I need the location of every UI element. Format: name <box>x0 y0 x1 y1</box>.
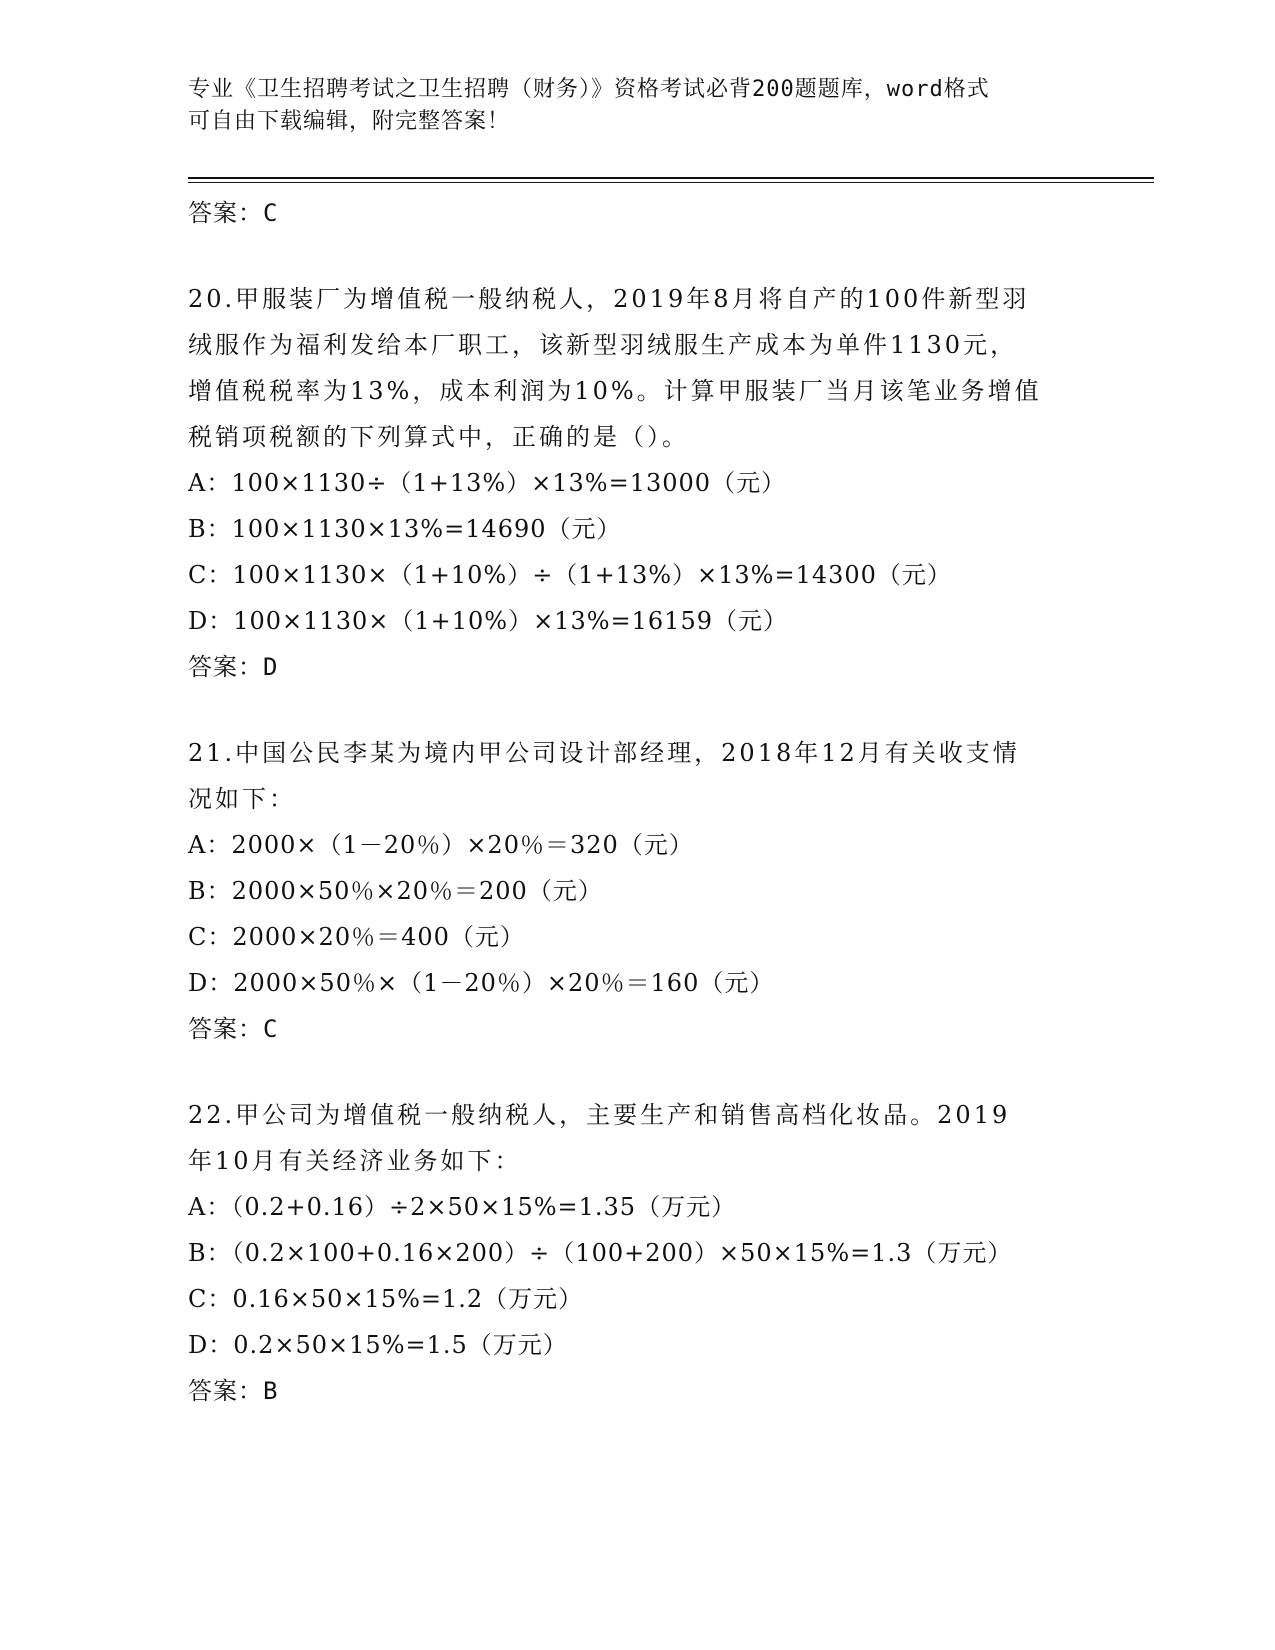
answer-line-previous: 答案：C <box>188 199 279 227</box>
header-line-1: 专业《卫生招聘考试之卫生招聘（财务）》资格考试必背200题题库，word格式 <box>188 77 990 102</box>
question-text-line: 税销项税额的下列算式中，正确的是（）。 <box>188 423 689 451</box>
question-20 <box>188 276 1088 690</box>
header-line-2: 可自由下载编辑，附完整答案！ <box>188 109 511 134</box>
question-text-line: 20.甲服装厂为增值税一般纳税人，2019年8月将自产的100件新型羽 <box>188 285 1030 313</box>
option-d: D：100×1130×（1+10%）×13%=16159（元） <box>188 607 788 635</box>
document-body <box>188 190 1088 1414</box>
question-text-line: 21.中国公民李某为境内甲公司设计部经理，2018年12月有关收支情 <box>188 739 1020 767</box>
option-a: A：2000×（1－20％）×20％＝320（元） <box>188 831 694 859</box>
option-a: A：100×1130÷（1+13%）×13%=13000（元） <box>188 469 787 497</box>
option-c: C：0.16×50×15%=1.2（万元） <box>188 1285 584 1313</box>
option-b: B：2000×50％×20％＝200（元） <box>188 877 603 905</box>
answer-line: 答案：C <box>188 1015 279 1043</box>
option-d: D：0.2×50×15%=1.5（万元） <box>188 1331 568 1359</box>
option-c: C：2000×20％＝400（元） <box>188 923 525 951</box>
question-text-line: 况如下： <box>188 785 296 813</box>
question-22 <box>188 1092 1088 1414</box>
header-divider-thin <box>188 182 1154 183</box>
question-text-line: 绒服作为福利发给本厂职工，该新型羽绒服生产成本为单件1130元， <box>188 331 1018 359</box>
option-c: C：100×1130×（1+10%）÷（1+13%）×13%=14300（元） <box>188 561 952 589</box>
question-21 <box>188 730 1088 1052</box>
question-text-line: 增值税税率为13%，成本利润为10%。计算甲服装厂当月该笔业务增值 <box>188 377 1042 405</box>
option-b: B：100×1130×13%=14690（元） <box>188 515 622 543</box>
answer-line: 答案：D <box>188 653 279 681</box>
option-a: A：（0.2+0.16）÷2×50×15%=1.35（万元） <box>188 1193 737 1221</box>
document-header <box>188 74 1068 138</box>
answer-line: 答案：B <box>188 1377 279 1405</box>
question-text-line: 年10月有关经济业务如下： <box>188 1147 522 1175</box>
option-d: D：2000×50％×（1－20％）×20％＝160（元） <box>188 969 775 997</box>
option-b: B：（0.2×100+0.16×200）÷（100+200）×50×15%=1.3（万元） <box>188 1239 1013 1267</box>
question-text-line: 22.甲公司为增值税一般纳税人，主要生产和销售高档化妆品。2019 <box>188 1101 1011 1129</box>
header-divider-thick <box>188 177 1154 179</box>
